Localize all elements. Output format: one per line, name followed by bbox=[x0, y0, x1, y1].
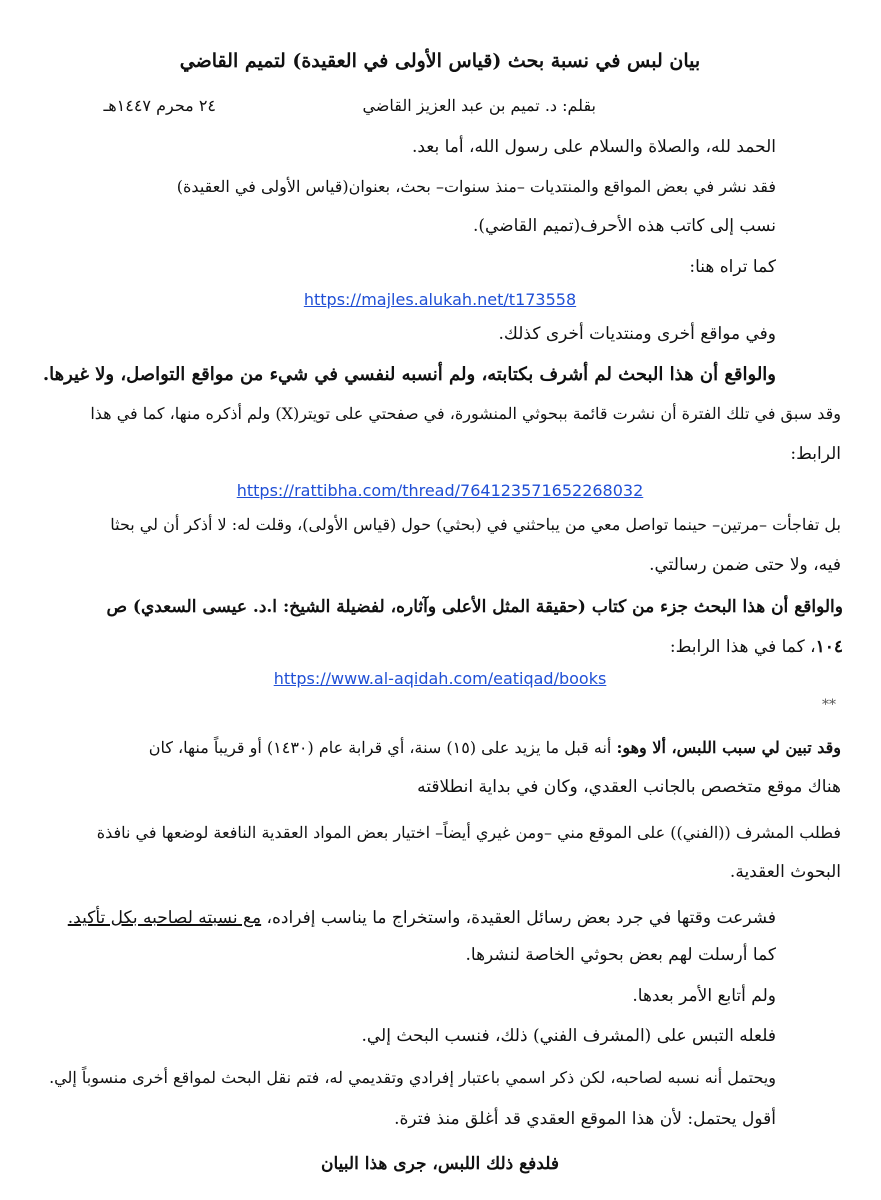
paragraph-confusion: فلعله التبس على (المشرف الفني) ذلك، فنسب البحث إلي. bbox=[361, 1026, 776, 1046]
paragraph-opening: الحمد لله، والصلاة والسلام على رسول الله، أما بعد. bbox=[411, 137, 776, 157]
paragraph-surprise-1: بل تفاجأت –مرتين– حينما تواصل معي من يباحثني في (بحثي) حول (قياس الأولى)، وقلت له: لا أذكر أن لي بحثا bbox=[110, 515, 841, 534]
page-number: ١٠٤ bbox=[815, 637, 843, 657]
paragraph-denial: والواقع أن هذا البحث لم أشرف بكتابته، ولم أنسبه لنفسي في شيء من مواقع التواصل، ولا غيرها. bbox=[42, 364, 776, 385]
link-alukah[interactable]: https://majles.alukah.net/t173558 bbox=[303, 290, 577, 309]
document-title: بيان لبس في نسبة بحث (قياس الأولى في العقيدة) لتميم القاضي bbox=[179, 50, 701, 72]
paragraph-reason-1 bbox=[149, 737, 841, 759]
paragraph-see-here: كما تراه هنا: bbox=[689, 257, 776, 277]
paragraph-publication: فقد نشر في بعض المواقع والمنتديات –منذ سنوات– بحث، بعنوان(قياس الأولى في العقيدة) bbox=[176, 177, 776, 196]
paragraph-twitter-2: الرابط: bbox=[790, 444, 841, 464]
paragraph-source-2 bbox=[670, 636, 843, 658]
paragraph-twitter-1: وقد سبق في تلك الفترة أن نشرت قائمة ببحوثي المنشورة، في صفحتي على تويتر(X) ولم أذكره منها، كما في هذا bbox=[90, 404, 841, 423]
paragraph-no-follow: ولم أتابع الأمر بعدها. bbox=[632, 986, 776, 1006]
date-line: ٢٤ محرم ١٤٤٧هـ bbox=[103, 96, 216, 115]
author-line: بقلم: د. تميم بن عبد العزيز القاضي bbox=[362, 96, 596, 115]
paragraph-attribution: نسب إلى كاتب هذه الأحرف(تميم القاضي). bbox=[472, 216, 776, 236]
paragraph-site-closed: أقول يحتمل: لأن هذا الموقع العقدي قد أغلق منذ فترة. bbox=[394, 1109, 776, 1129]
paragraph-surprise-2: فيه، ولا حتى ضمن رسالتي. bbox=[649, 555, 841, 575]
reason-lead: وقد تبين لي سبب اللبس، ألا وهو: bbox=[616, 738, 841, 757]
link-rattibha[interactable]: https://rattibha.com/thread/764123571652268032 bbox=[236, 481, 644, 500]
closing-statement: فلدفع ذلك اللبس، جرى هذا البيان bbox=[321, 1154, 559, 1174]
paragraph-possibility: ويحتمل أنه نسبه لصاحبه، لكن ذكر اسمي باعتبار إفرادي وتقديمي له، فتم نقل البحث لمواقع أخرى منسوباً إلي. bbox=[49, 1068, 776, 1087]
source-link-intro: ، كما في هذا الرابط: bbox=[669, 637, 816, 657]
paragraph-other-sites: وفي مواقع أخرى ومنتديات أخرى كذلك. bbox=[498, 324, 776, 344]
inventory-text: فشرعت وقتها في جرد بعض رسائل العقيدة، واستخراج ما يناسب إفراده، bbox=[261, 908, 776, 928]
paragraph-inventory bbox=[68, 907, 776, 929]
reason-text: أنه قبل ما يزيد على (١٥) سنة، أي قرابة عام (١٤٣٠) أو قريباً منها، كان bbox=[148, 738, 617, 757]
separator-stars: ** bbox=[822, 697, 836, 713]
paragraph-request-2: البحوث العقدية. bbox=[729, 862, 841, 882]
paragraph-request-1: فطلب المشرف ((الفني)) على الموقع مني –ومن غيري أيضاً– اختيار بعض المواد العقدية النافعة لوضعها في نافذة bbox=[96, 823, 841, 842]
paragraph-reason-2: هناك موقع متخصص بالجانب العقدي، وكان في بداية انطلاقته bbox=[417, 777, 841, 797]
paragraph-source-1: والواقع أن هذا البحث جزء من كتاب (حقيقة المثل الأعلى وآثاره، لفضيلة الشيخ: ا.د. عيسى السعدي) ص bbox=[106, 597, 843, 617]
inventory-emphasis: مع نسبته لصاحبه بكل تأكيد. bbox=[67, 908, 262, 928]
link-al-aqidah[interactable]: https://www.al-aqidah.com/eatiqad/books bbox=[273, 669, 607, 688]
paragraph-sent-research: كما أرسلت لهم بعض بحوثي الخاصة لنشرها. bbox=[465, 945, 776, 965]
